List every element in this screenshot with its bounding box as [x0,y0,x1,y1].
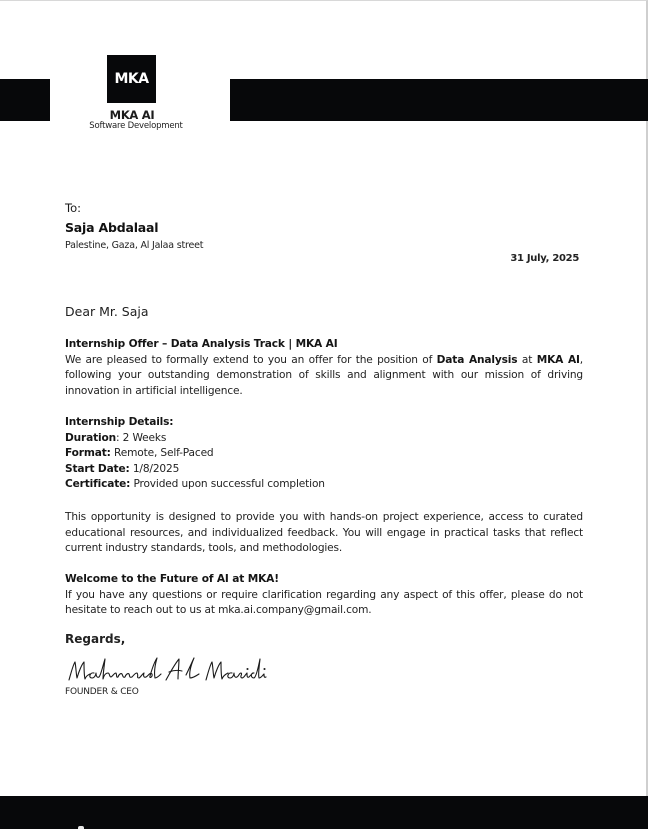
detail-item-certificate [65,477,583,493]
internship-details [65,415,583,493]
welcome-heading: Welcome to the Future of AI at MKA! [65,573,279,585]
logo-text: MKA [114,71,149,87]
detail-label: Format: [65,447,111,459]
closing-regards: Regards, [65,632,126,646]
detail-item-duration [65,431,583,447]
subject-title: Internship Offer – Data Analysis Track | MKA AI [65,338,338,350]
signature-image [66,653,271,685]
recipient-name: Saja Abdalaal [65,220,159,235]
detail-label: Certificate: [65,478,131,490]
opportunity-paragraph: This opportunity is designed to provide you with hands-on project experience, access to curated educational resources, and individualized feedback. You will engage in practical tasks that reflect current industry standards, tools, and methodologies. [65,511,583,554]
subject-block [65,337,583,399]
contact-paragraph: If you have any questions or require clarification regarding any aspect of this offer, please do not hesitate to reach out to us at mka.ai.company@gmail.com. [65,588,583,616]
detail-item-start-date [65,462,583,478]
to-label: To: [65,201,81,215]
position-name: Data Analysis [436,353,518,366]
signer-title: FOUNDER & CEO [65,687,139,697]
header-bar-right [230,79,648,121]
header-bar-left [0,79,50,121]
detail-value: 1/8/2025 [132,462,180,475]
letter-date: 31 July, 2025 [510,253,579,264]
offer-text: , following your outstanding demonstration of skills and alignment with our mission of driving innovation in artificial intelligence. [65,353,584,397]
detail-label: Start Date: [65,462,130,475]
company-name: MKA AI [109,108,155,122]
company-mention: MKA AI [536,353,580,366]
welcome-block [65,572,583,619]
recipient-address: Palestine, Gaza, Al Jalaa street [65,240,204,251]
company-tagline: Software Development [89,121,183,131]
detail-label: Duration [65,431,117,444]
salutation: Dear Mr. Saja [65,304,149,319]
detail-value: Provided upon successful completion [133,478,325,490]
detail-value: Remote, Self-Paced [113,447,214,459]
offer-paragraph [65,353,583,400]
detail-item-format [65,446,583,462]
detail-separator: : [116,431,123,444]
offer-text: at [517,353,537,366]
detail-value: 2 Weeks [122,431,167,444]
footer-bar [0,796,648,829]
offer-text: We are pleased to formally extend to you an offer for the position of [65,353,437,366]
company-logo [107,55,156,103]
details-heading: Internship Details: [65,416,174,428]
